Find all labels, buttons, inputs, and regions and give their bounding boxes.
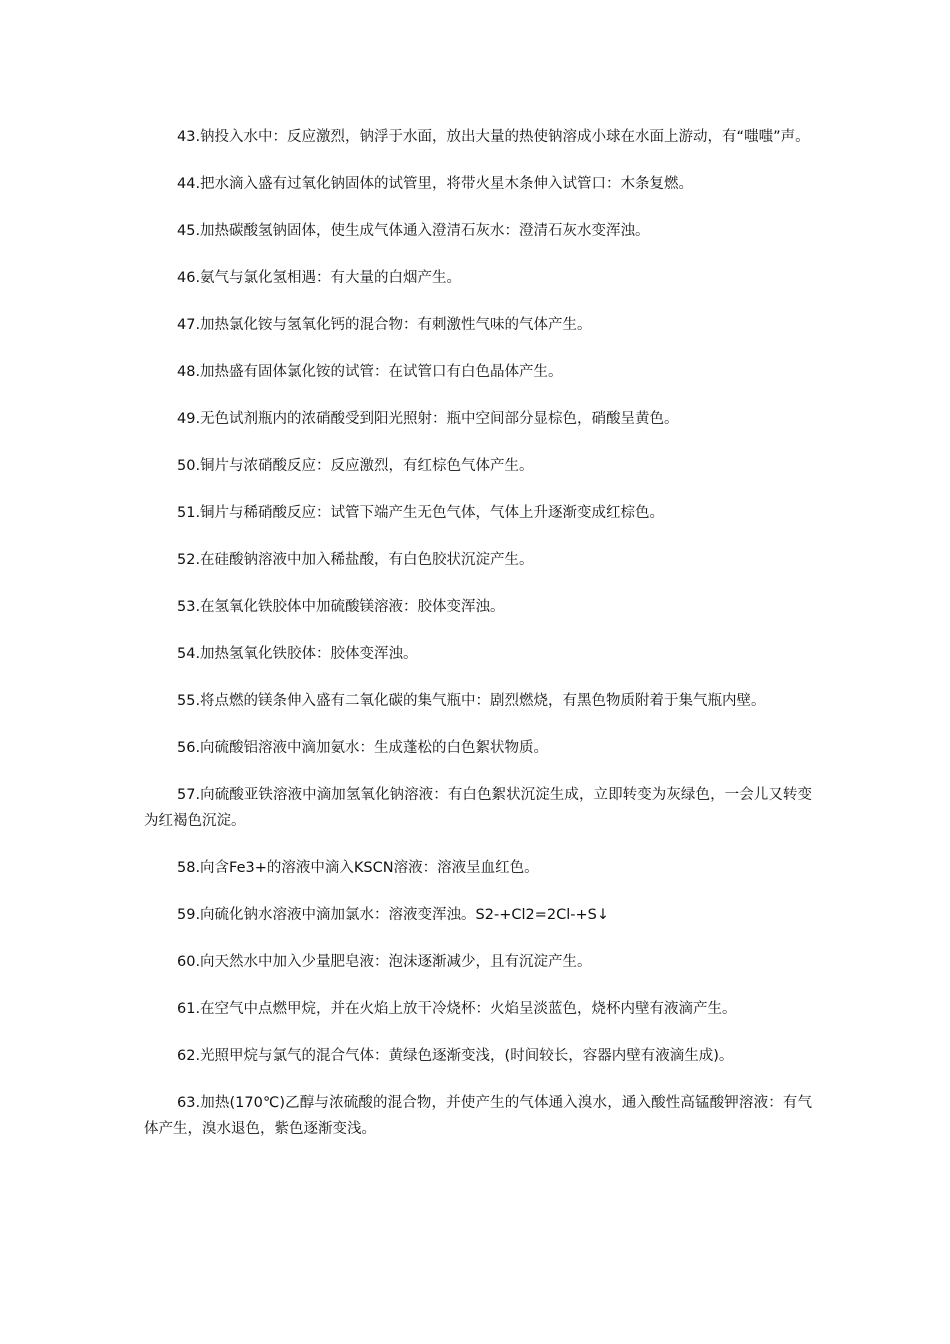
- paragraph-57: 57.向硫酸亚铁溶液中滴加氢氧化钠溶液：有白色絮状沉淀生成，立即转变为灰绿色，一会儿又转变为红褐色沉淀。: [144, 787, 812, 829]
- paragraph-55: 55.将点燃的镁条伸入盛有二氧化碳的集气瓶中：剧烈燃烧，有黑色物质附着于集气瓶内壁。: [177, 693, 766, 709]
- paragraph-63: 63.加热(170℃)乙醇与浓硫酸的混合物，并使产生的气体通入溴水，通入酸性高锰酸钾溶液：有气体产生，溴水退色，紫色逐渐变浅。: [144, 1095, 812, 1137]
- paragraph-45: 45.加热碳酸氢钠固体，使生成气体通入澄清石灰水：澄清石灰水变浑浊。: [177, 223, 650, 239]
- paragraph-58: 58.向含Fe3+的溶液中滴入KSCN溶液：溶液呈血红色。: [177, 860, 539, 876]
- paragraph-52: 52.在硅酸钠溶液中加入稀盐酸，有白色胶状沉淀产生。: [177, 552, 534, 568]
- paragraph-50: 50.铜片与浓硝酸反应：反应激烈，有红棕色气体产生。: [177, 458, 534, 474]
- paragraph-62: 62.光照甲烷与氯气的混合气体：黄绿色逐渐变浅，(时间较长，容器内壁有液滴生成)。: [177, 1048, 734, 1064]
- paragraph-43: 43.钠投入水中：反应激烈，钠浮于水面，放出大量的热使钠溶成小球在水面上游动，有“嗤嗤”声。: [177, 129, 810, 145]
- paragraph-51: 51.铜片与稀硝酸反应：试管下端产生无色气体，气体上升逐渐变成红棕色。: [177, 505, 665, 521]
- document-body: [144, 124, 812, 1163]
- paragraph-61: 61.在空气中点燃甲烷，并在火焰上放干冷烧杯：火焰呈淡蓝色，烧杯内壁有液滴产生。: [177, 1001, 737, 1017]
- paragraph-46: 46.氨气与氯化氢相遇：有大量的白烟产生。: [177, 270, 462, 286]
- paragraph-48: 48.加热盛有固体氯化铵的试管：在试管口有白色晶体产生。: [177, 364, 563, 380]
- paragraph-54: 54.加热氢氧化铁胶体：胶体变浑浊。: [177, 646, 418, 662]
- paragraph-59: 59.向硫化钠水溶液中滴加氯水：溶液变浑浊。S2-+Cl2=2Cl-+S↓: [177, 907, 610, 923]
- paragraph-56: 56.向硫酸铝溶液中滴加氨水：生成蓬松的白色絮状物质。: [177, 740, 549, 756]
- paragraph-49: 49.无色试剂瓶内的浓硝酸受到阳光照射：瓶中空间部分显棕色，硝酸呈黄色。: [177, 411, 679, 427]
- paragraph-44: 44.把水滴入盛有过氧化钠固体的试管里，将带火星木条伸入试管口：木条复燃。: [177, 176, 694, 192]
- paragraph-53: 53.在氢氧化铁胶体中加硫酸镁溶液：胶体变浑浊。: [177, 599, 505, 615]
- paragraph-60: 60.向天然水中加入少量肥皂液：泡沫逐渐减少，且有沉淀产生。: [177, 954, 592, 970]
- paragraph-47: 47.加热氯化铵与氢氧化钙的混合物：有刺激性气味的气体产生。: [177, 317, 592, 333]
